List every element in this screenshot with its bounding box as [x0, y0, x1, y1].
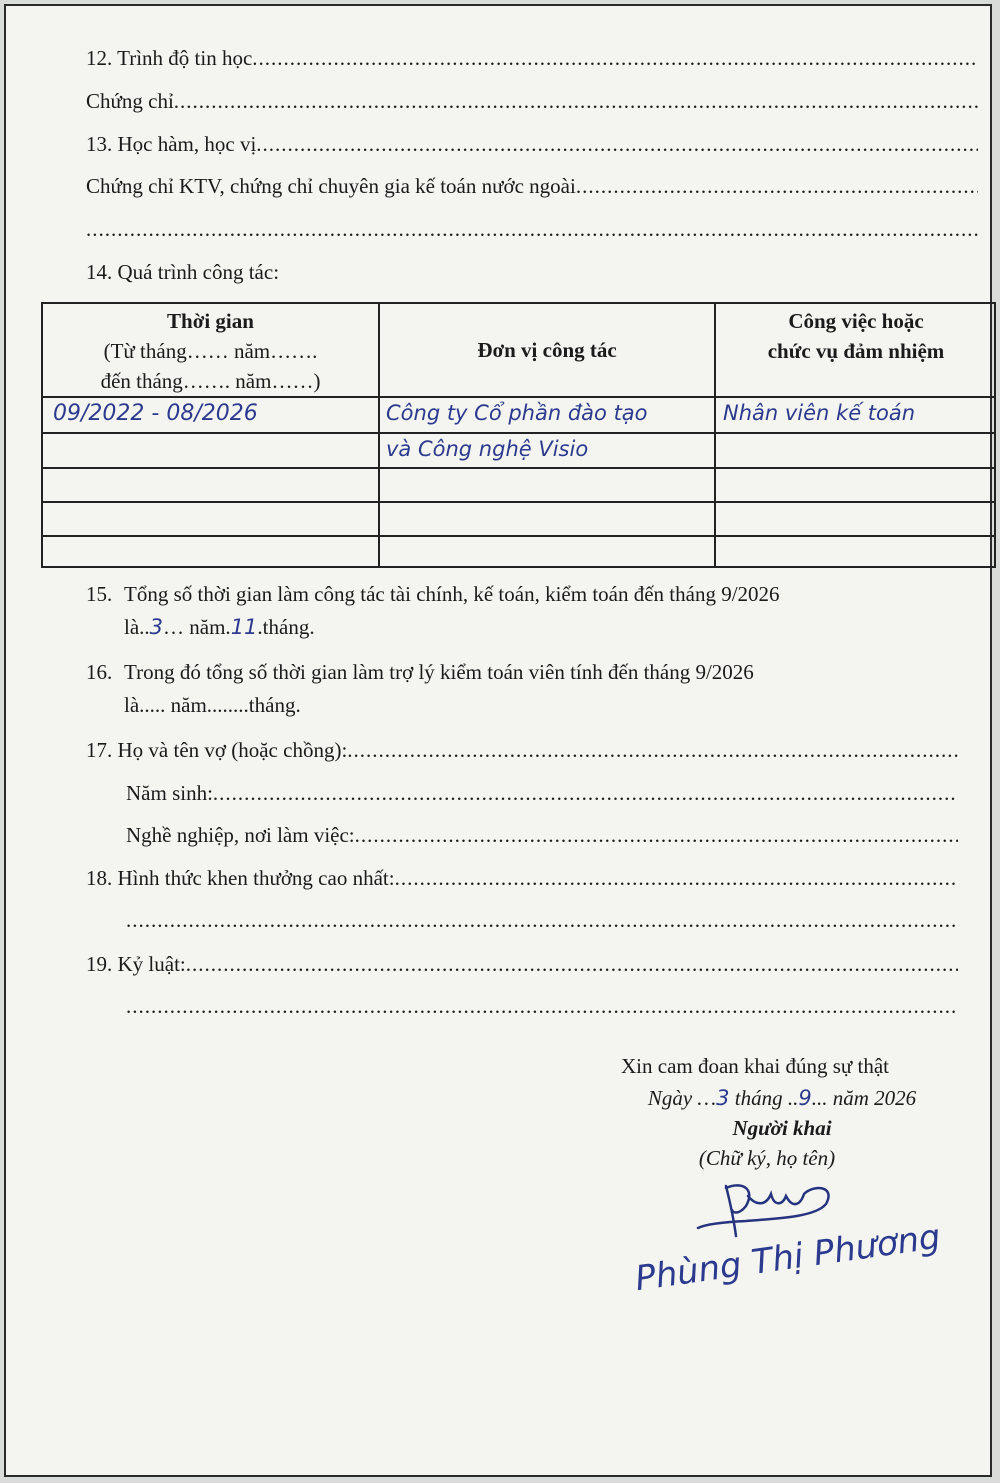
item-15-prefix: là..	[124, 615, 150, 639]
signature-date	[602, 1086, 962, 1111]
birth-year-label: Năm sinh:	[126, 781, 213, 805]
item-15-line1: Tổng số thời gian làm công tác tài chính, kế toán, kiểm toán đến tháng 9/2026	[124, 582, 780, 606]
item-16-number: 16.	[86, 660, 113, 684]
item-16-line2[interactable]: là..... năm........tháng.	[124, 693, 301, 717]
date-suffix: ... năm 2026	[811, 1086, 917, 1110]
header-unit: Đơn vị công tác	[477, 338, 617, 362]
item-14-label: 14. Quá trình công tác:	[86, 260, 280, 284]
item-18-row	[86, 866, 958, 891]
ktv-label: Chứng chỉ KTV, chứng chỉ chuyên gia kế toán nước ngoài	[86, 174, 576, 198]
item-17-row	[86, 738, 958, 763]
date-month[interactable]: 9	[798, 1086, 812, 1110]
header-role-line1: Công việc hoặc	[788, 309, 924, 333]
declarant-label: Người khai	[732, 1116, 832, 1140]
item-18-continuation-dotted-line[interactable]	[126, 908, 958, 933]
item-14-row	[86, 260, 978, 285]
item-19-dotted-line[interactable]	[186, 952, 958, 977]
job-dotted-line[interactable]	[355, 823, 958, 848]
item-12-label: 12. Trình độ tin học	[86, 46, 253, 70]
item-19-continuation-row	[126, 994, 958, 1019]
item-16-text	[124, 656, 964, 722]
item-15-suffix: .tháng.	[257, 615, 315, 639]
header-role	[716, 306, 996, 366]
item-19-label: 19. Kỷ luật:	[86, 952, 186, 976]
header-role-line2: chức vụ đảm nhiệm	[767, 339, 945, 363]
item-12-row	[86, 46, 978, 71]
job-label: Nghề nghiệp, nơi làm việc:	[126, 823, 355, 847]
item-17-dotted-line[interactable]	[347, 738, 958, 763]
item-13-dotted-line[interactable]	[256, 132, 978, 157]
item-15-mid: … năm.	[163, 615, 231, 639]
ktv-continuation-dotted-line[interactable]	[86, 217, 978, 242]
item-13-row	[86, 132, 978, 157]
header-time-to: đến tháng……. năm……)	[100, 369, 321, 393]
row1-time-cell[interactable]: 09/2022 - 08/2026	[53, 401, 258, 426]
row1-role-cell[interactable]: Nhân viên kế toán	[723, 401, 916, 425]
item-19-row	[86, 952, 958, 977]
table-divider	[43, 432, 994, 434]
birth-year-row	[126, 781, 958, 806]
item-17-label: 17. Họ và tên vợ (hoặc chồng):	[86, 738, 348, 762]
item-15-line2	[124, 611, 964, 644]
date-day[interactable]: 3	[716, 1086, 730, 1110]
ktv-continuation-row	[86, 217, 978, 242]
signature-note: (Chữ ký, họ tên)	[698, 1146, 836, 1170]
item-18-dotted-line[interactable]	[395, 866, 958, 891]
table-divider	[43, 396, 994, 398]
ktv-row	[86, 174, 978, 199]
item-16-line1: Trong đó tổng số thời gian làm trợ lý kiểm toán viên tính đến tháng 9/2026	[124, 660, 754, 684]
row1-unit-line1[interactable]: Công ty Cổ phần đào tạo	[386, 401, 648, 425]
item-13-label: 13. Học hàm, học vị	[86, 132, 257, 156]
certificate-label: Chứng chỉ	[86, 89, 174, 113]
item-18-label: 18. Hình thức khen thưởng cao nhất:	[86, 866, 395, 890]
item-19-continuation-dotted-line[interactable]	[126, 994, 958, 1019]
work-history-table	[41, 302, 996, 568]
date-prefix: Ngày …	[647, 1086, 717, 1110]
row1-unit-line2[interactable]: và Công nghệ Visio	[386, 437, 589, 461]
item-18-continuation-row	[126, 908, 958, 933]
item-15-years[interactable]: 3	[149, 615, 164, 639]
birth-year-dotted-line[interactable]	[213, 781, 958, 806]
date-mid: tháng ..	[729, 1086, 799, 1110]
signature-name: Phùng Thị Phương	[632, 1216, 943, 1300]
ktv-dotted-line[interactable]	[576, 174, 978, 199]
header-time-title: Thời gian	[167, 309, 254, 333]
table-divider	[43, 501, 994, 503]
header-time	[43, 306, 378, 396]
job-row	[126, 823, 958, 848]
item-15-number: 15.	[86, 582, 113, 606]
form-page	[4, 4, 992, 1477]
table-divider	[43, 467, 994, 469]
item-15-text	[124, 578, 964, 644]
pledge-text: Xin cam đoan khai đúng sự thật	[621, 1054, 889, 1078]
header-time-from: (Từ tháng…… năm…….	[103, 339, 318, 363]
certificate-row	[86, 89, 978, 114]
table-divider	[43, 535, 994, 537]
item-12-dotted-line[interactable]	[252, 46, 978, 71]
certificate-dotted-line[interactable]	[174, 89, 978, 114]
item-15-months[interactable]: 11	[230, 615, 258, 639]
